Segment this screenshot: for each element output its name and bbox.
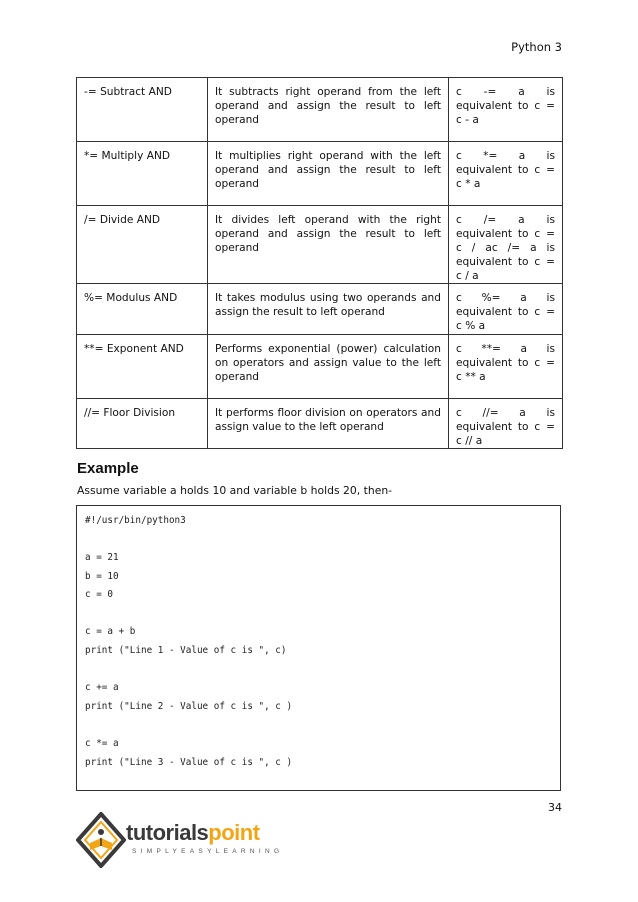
table-row bbox=[77, 335, 563, 399]
description-cell: It subtracts right operand from the left operand and assign the result to left operand bbox=[208, 78, 449, 142]
example-intro-text: Assume variable a holds 10 and variable b holds 20, then- bbox=[77, 484, 393, 497]
example-cell: c **= a is equivalent to c = c ** a bbox=[449, 335, 563, 399]
tutorialspoint-logo bbox=[76, 812, 284, 868]
table-row bbox=[77, 399, 563, 449]
code-line: a = 21 bbox=[85, 552, 119, 563]
table-row bbox=[77, 142, 563, 206]
operator-cell: //= Floor Division bbox=[77, 399, 208, 449]
code-line: print ("Line 3 - Value of c is ", c ) bbox=[85, 757, 293, 768]
operator-cell: %= Modulus AND bbox=[77, 284, 208, 335]
description-cell: It performs floor division on operators and assign value to the left operand bbox=[208, 399, 449, 449]
code-line: print ("Line 1 - Value of c is ", c) bbox=[85, 645, 287, 656]
operator-cell: **= Exponent AND bbox=[77, 335, 208, 399]
operator-cell: -= Subtract AND bbox=[77, 78, 208, 142]
example-cell: c %= a is equivalent to c = c % a bbox=[449, 284, 563, 335]
description-cell: It multiplies right operand with the left operand and assign the result to left operand bbox=[208, 142, 449, 206]
assignment-operators-table bbox=[76, 77, 563, 449]
logo-wordmark bbox=[126, 820, 260, 846]
example-cell: c /= a is equivalent to c = c / ac /= a is equivalent to c = c / a bbox=[449, 206, 563, 284]
code-line: c = 0 bbox=[85, 589, 113, 600]
code-line: c = a + b bbox=[85, 626, 136, 637]
table-row bbox=[77, 206, 563, 284]
code-block bbox=[76, 505, 561, 791]
running-header-title: Python 3 bbox=[511, 40, 562, 54]
code-line: #!/usr/bin/python3 bbox=[85, 515, 186, 526]
logo-word-main: tutorials bbox=[126, 820, 209, 845]
example-cell: c *= a is equivalent to c = c * a bbox=[449, 142, 563, 206]
code-line: print ("Line 2 - Value of c is ", c ) bbox=[85, 701, 293, 712]
description-cell: It divides left operand with the right operand and assign the result to left operand bbox=[208, 206, 449, 284]
book-diamond-icon bbox=[76, 812, 126, 868]
logo-word-accent: point bbox=[208, 820, 260, 845]
code-line: b = 10 bbox=[85, 571, 119, 582]
page-number: 34 bbox=[548, 801, 562, 814]
code-line: c += a bbox=[85, 682, 119, 693]
logo-tagline: SIMPLYEASYLEARNING bbox=[132, 848, 284, 855]
description-cell: It takes modulus using two operands and assign the result to left operand bbox=[208, 284, 449, 335]
description-cell: Performs exponential (power) calculation on operators and assign value to the left operand bbox=[208, 335, 449, 399]
operator-cell: /= Divide AND bbox=[77, 206, 208, 284]
operator-cell: *= Multiply AND bbox=[77, 142, 208, 206]
code-line: c *= a bbox=[85, 738, 119, 749]
table-row bbox=[77, 284, 563, 335]
example-cell: c //= a is equivalent to c = c // a bbox=[449, 399, 563, 449]
example-heading: Example bbox=[77, 460, 139, 477]
table-row bbox=[77, 78, 563, 142]
example-cell: c -= a is equivalent to c = c - a bbox=[449, 78, 563, 142]
